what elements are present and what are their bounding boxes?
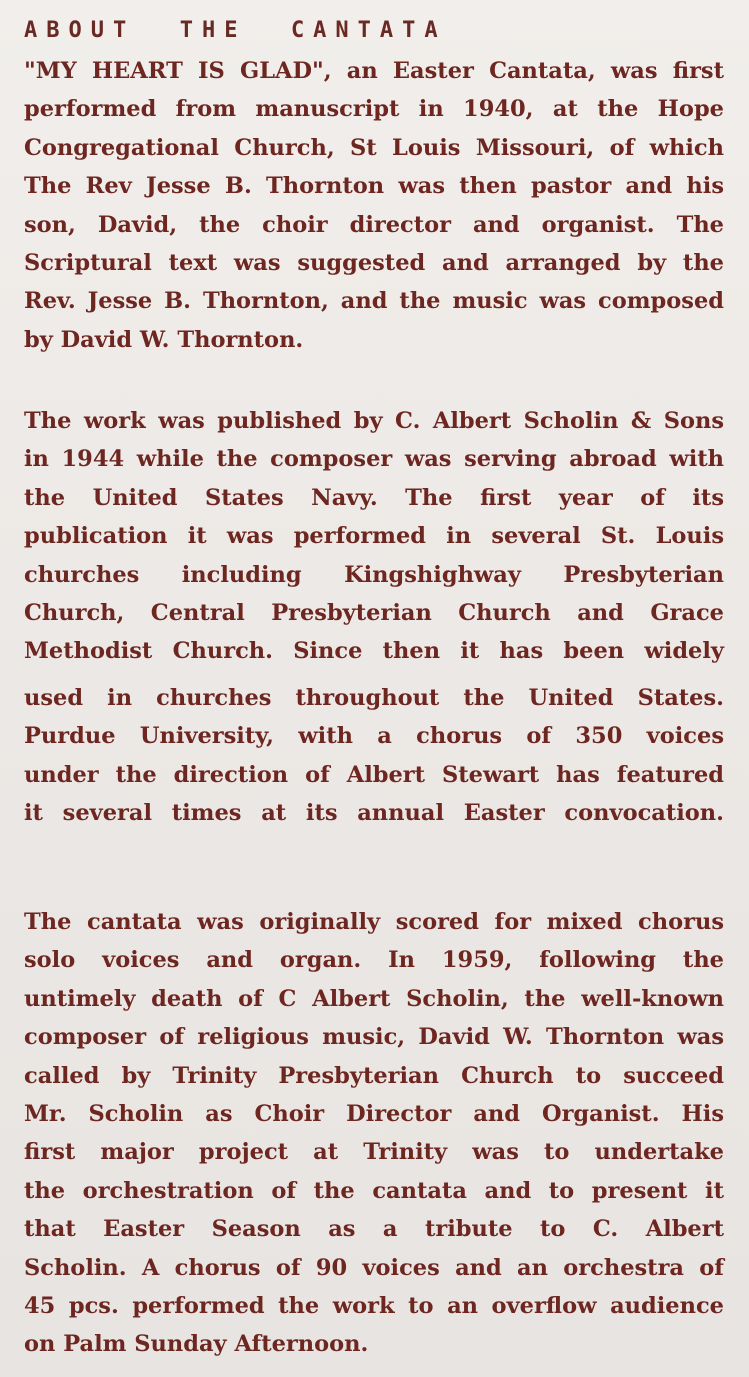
text-line: the orchestration of the cantata and to present it — [24, 1177, 724, 1204]
text-line: Methodist Church. Since then it has been widely — [24, 638, 724, 665]
section-heading: ABOUT THE CANTATA — [24, 18, 447, 43]
text-line: 45 pcs. performed the work to an overflow audience — [24, 1292, 724, 1319]
text-line: The Rev Jesse B. Thornton was then pastor and his — [24, 173, 724, 200]
text-line: Mr. Scholin as Choir Director and Organist. His — [24, 1100, 724, 1127]
paragraph-orchestration — [24, 903, 724, 1364]
text-line: performed from manuscript in 1940, at the Hope — [24, 96, 724, 123]
text-line: solo voices and organ. In 1959, following the — [24, 947, 724, 974]
text-line: Church, Central Presbyterian Church and Grace — [24, 599, 724, 626]
text-line: son, David, the choir director and organist. The — [24, 211, 724, 238]
text-line: the United States Navy. The first year of its — [24, 484, 724, 511]
text-line: composer of religious music, David W. Thornton was — [24, 1024, 724, 1051]
text-line: Scholin. A chorus of 90 voices and an orchestra of — [24, 1254, 724, 1281]
text-line: untimely death of C Albert Scholin, the well-known — [24, 985, 724, 1012]
text-line: in 1944 while the composer was serving abroad with — [24, 446, 724, 473]
text-line: it several times at its annual Easter convocation. — [24, 799, 724, 826]
text-line: under the direction of Albert Stewart has featured — [24, 761, 724, 788]
paragraph-publication — [24, 402, 724, 832]
text-line: churches including Kingshighway Presbyterian — [24, 561, 724, 588]
text-line: used in churches throughout the United States. — [24, 684, 724, 711]
paragraph-premiere — [24, 52, 724, 359]
text-line: Scriptural text was suggested and arranged by the — [24, 249, 724, 276]
text-line: The work was published by C. Albert Scholin & Sons — [24, 408, 724, 434]
text-line: Rev. Jesse B. Thornton, and the music was composed — [24, 288, 724, 315]
text-line: that Easter Season as a tribute to C. Albert — [24, 1216, 724, 1243]
text-line: "MY HEART IS GLAD", an Easter Cantata, was first — [24, 58, 724, 84]
text-line: Purdue University, with a chorus of 350 voices — [24, 723, 724, 750]
text-line: Congregational Church, St Louis Missouri, of which — [24, 134, 724, 161]
text-line: first major project at Trinity was to undertake — [24, 1139, 724, 1166]
text-line: The cantata was originally scored for mixed chorus — [24, 909, 724, 935]
text-line: by David W. Thornton. — [24, 326, 304, 353]
text-line: called by Trinity Presbyterian Church to succeed — [24, 1062, 724, 1089]
text-line: on Palm Sunday Afternoon. — [24, 1331, 369, 1358]
text-line: publication it was performed in several St. Louis — [24, 523, 724, 550]
